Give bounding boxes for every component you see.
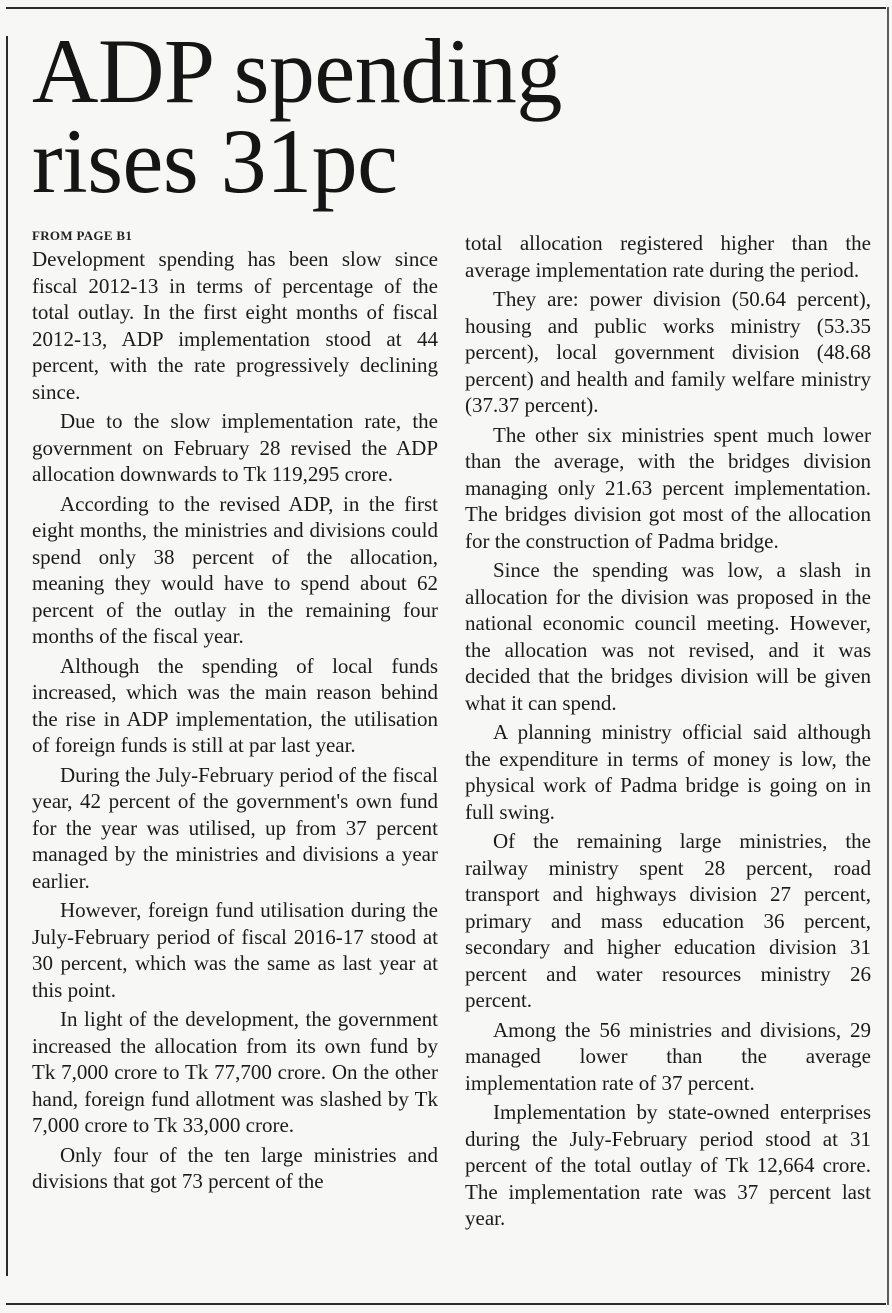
article-paragraph: Due to the slow implementation rate, the government on February 28 revised the ADP allocation downwards to Tk 119,295 crore. (32, 409, 438, 486)
article-paragraph: total allocation registered higher than the average implementation rate during the period. (465, 231, 871, 282)
article-paragraph: Among the 56 ministries and divisions, 29 managed lower than the average implementation rate of 37 percent. (465, 1017, 871, 1095)
bottom-border-rule (6, 1303, 886, 1305)
article-paragraph: Implementation by state-owned enterprises during the July-February period stood at 31 percent of the total outlay of Tk 12,664 crore. The implementation rate was 37 percent last year. (465, 1100, 871, 1230)
article-paragraph: Only four of the ten large ministries and divisions that got 73 percent of the (32, 1142, 438, 1193)
article-paragraph: They are: power division (50.64 percent), housing and public works ministry (53.35 percent), local government division (48.68 percent) and health and family welfare ministry (37.37 percent). (465, 287, 871, 417)
article-paragraph: Although the spending of local funds increased, which was the main reason behind the rise in ADP implementation, the utilisation of foreign funds is still at par last year. (32, 653, 438, 757)
top-border-rule (6, 7, 886, 9)
headline-line-2: rises 31pc (32, 110, 398, 212)
article-paragraph: The other six ministries spent much lower than the average, with the bridges division managing only 21.63 percent implementation. The bridges division got most of the allocation for the construction of Padma bridge. (465, 422, 871, 553)
article-paragraph: During the July-February period of the fiscal year, 42 percent of the government's own fund for the year was utilised, up from 37 percent managed by the ministries and divisions a year earlier. (32, 762, 438, 893)
left-border-rule (6, 36, 8, 1276)
article-paragraph: According to the revised ADP, in the first eight months, the ministries and divisions could spend only 38 percent of the allocation, meaning they would have to spend about 62 percent of the outlay in the remaining four months of the fiscal year. (32, 491, 438, 648)
article-paragraph: In light of the development, the government increased the allocation from its own fund by Tk 7,000 crore to Tk 77,700 crore. On the other hand, foreign fund allotment was slashed by Tk 7,000 crore to Tk 33,000 crore. (32, 1007, 438, 1137)
article-headline (32, 20, 852, 212)
article-column-right (465, 230, 871, 1235)
article-paragraph: Since the spending was low, a slash in allocation for the division was proposed in the national economic council meeting. However, the allocation was not revised, and it was decided that the bridges division will be given what it can spend. (465, 558, 871, 715)
article-paragraph: A planning ministry official said although the expenditure in terms of money is low, the physical work of Padma bridge is going on in full swing. (465, 720, 871, 824)
article-column-left (32, 226, 438, 1198)
article-paragraph: Of the remaining large ministries, the railway ministry spent 28 percent, road transport and highways division 27 percent, primary and mass education 36 percent, secondary and higher education division 31 percent and water resources ministry 26 percent. (465, 829, 871, 1012)
article-paragraph: However, foreign fund utilisation during the July-February period of fiscal 2016-17 stood at 30 percent, which was the same as last year at this point. (32, 898, 438, 1002)
continuation-label: FROM PAGE B1 (32, 228, 133, 243)
right-border-rule (887, 7, 889, 1305)
article-paragraph: Development spending has been slow since fiscal 2012-13 in terms of percentage of the total outlay. In the first eight months of fiscal 2012-13, ADP implementation stood at 44 percent, with the rate progressively declining since. (32, 247, 438, 404)
headline-line-1: ADP spending (32, 20, 562, 122)
